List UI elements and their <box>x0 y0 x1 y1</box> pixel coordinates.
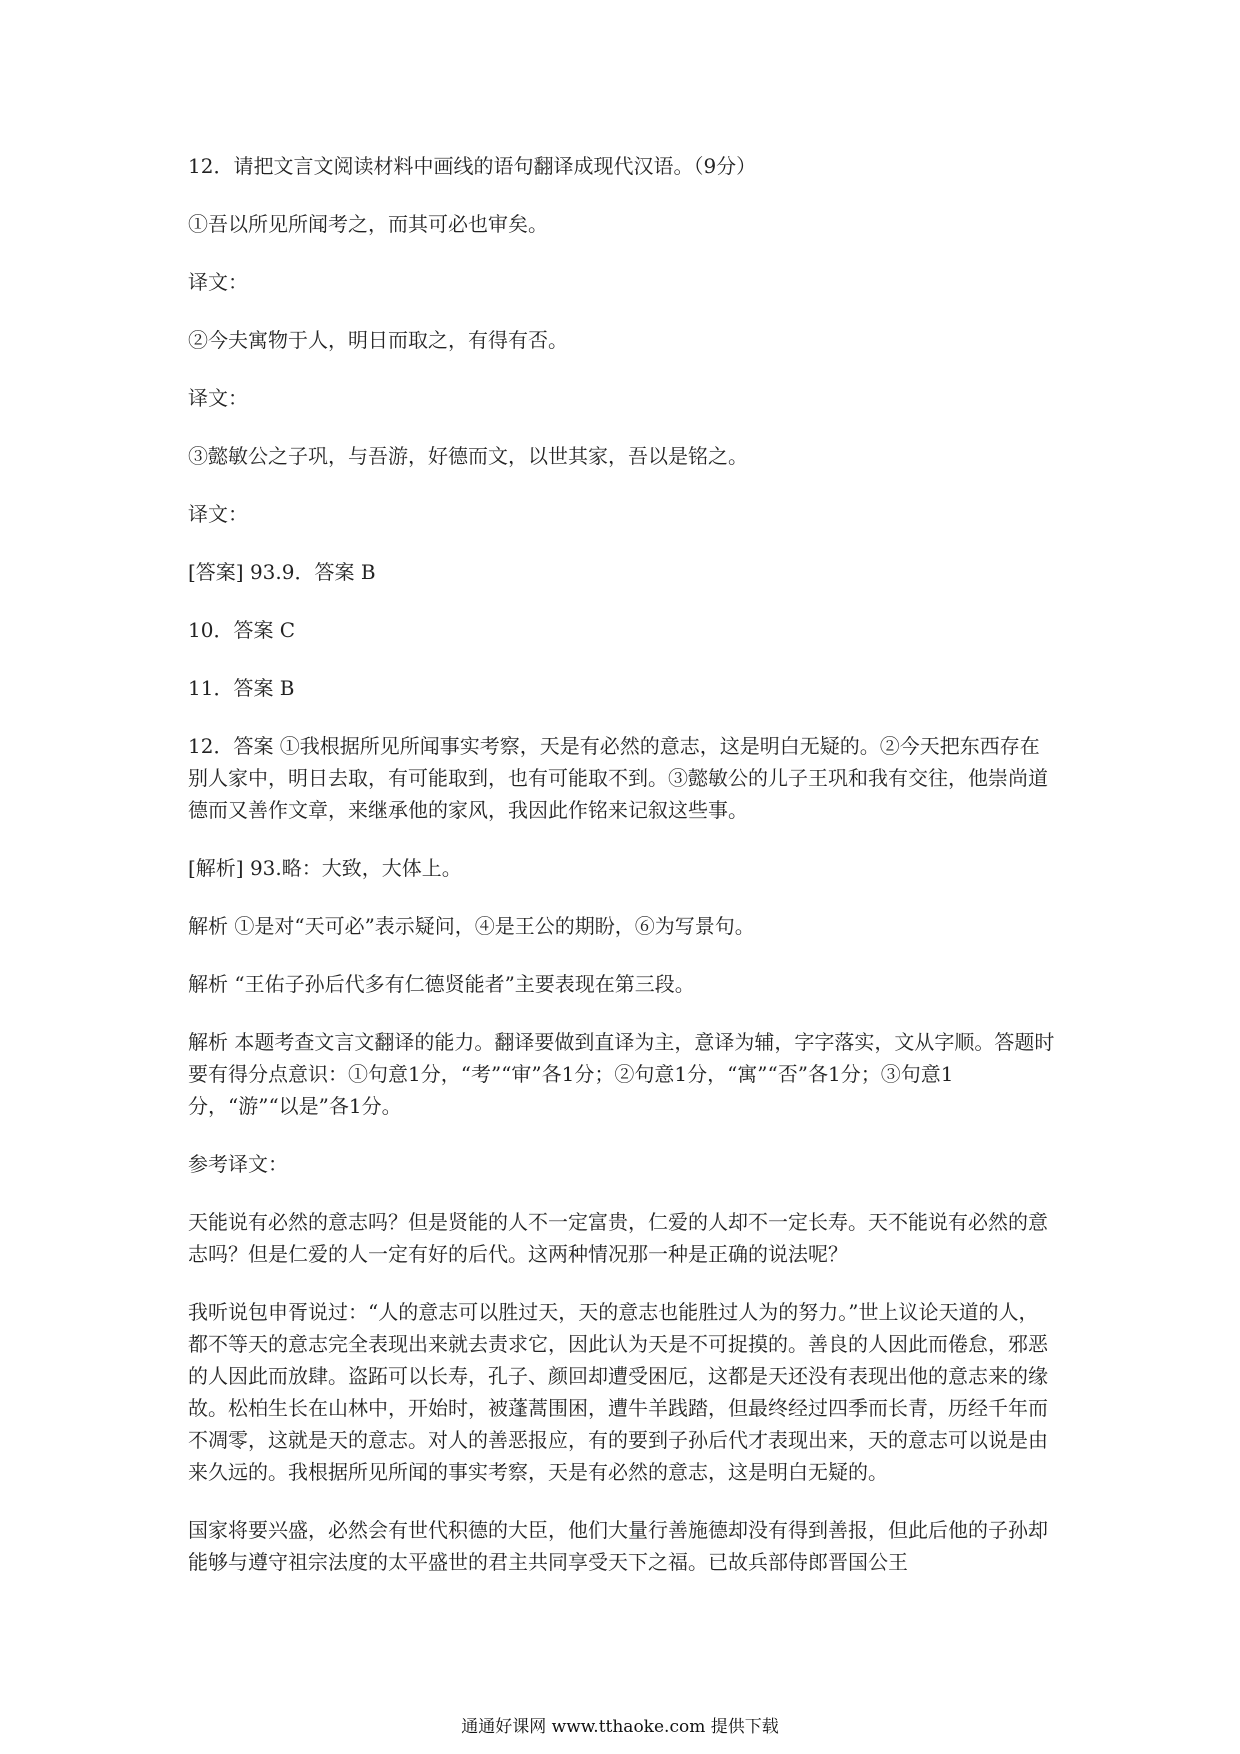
analysis-11: 解析 “王佑子孙后代多有仁德贤能者”主要表现在第三段。 <box>188 972 695 996</box>
reference-paragraph-2: 我听说包申胥说过：“人的意志可以胜过天，天的意志也能胜过人为的努力。”世上议论天道的人，都不等天的意志完全表现出来就去责求它，因此认为天是不可捉摸的。善良的人因此而倦怠，邪恶的人因此而放肆。盗跖可以长寿，孔子、颜回却遭受困厄，这都是天还没有表现出他的意志来的缘故。松柏生长在山林中，开始时，被蓬蒿围困，遭牛羊践踏，但最终经过四季而长青，历经千年而不凋零，这就是天的意志。对人的善恶报应，有的要到子孙后代才表现出来，天的意志可以说是由来久远的。我根据所见所闻的事实考察，天是有必然的意志，这是明白无疑的。 <box>188 1300 1048 1484</box>
answer-10: 10．答案 C <box>188 618 296 642</box>
translation-label-2: 译文： <box>188 386 248 410</box>
analysis-10: 解析 ①是对“天可必”表示疑问，④是王公的期盼，⑥为写景句。 <box>188 914 755 938</box>
page-footer: 通通好课网 www.tthaoke.com 提供下载 <box>461 1717 779 1737</box>
answer-12: 12．答案 ①我根据所见所闻事实考察，天是有必然的意志，这是明白无疑的。②今天把东西存在别人家中，明日去取，有可能取到，也有可能取不到。③懿敏公的儿子王巩和我有交往，他崇尚道德而又善作文章，来继承他的家风，我因此作铭来记叙这些事。 <box>188 734 1048 822</box>
question-12-title: 12．请把文言文阅读材料中画线的语句翻译成现代汉语。（9分） <box>188 154 757 178</box>
analysis-12: 解析 本题考查文言文翻译的能力。翻译要做到直译为主，意译为辅，字字落实，文从字顺。答题时要有得分点意识：①句意1分，“考”“审”各1分；②句意1分，“寓”“否”各1分；③句意1分，“游”“以是”各1分。 <box>188 1030 1055 1118</box>
answer-9: [答案] 93.9．答案 B <box>188 560 376 584</box>
reference-translation-label: 参考译文： <box>188 1152 288 1176</box>
question-12-sentence-2: ②今夫寓物于人，明日而取之，有得有否。 <box>188 328 568 352</box>
analysis-9: [解析] 93.略：大致，大体上。 <box>188 856 462 880</box>
document-body <box>188 150 1058 1578</box>
translation-label-1: 译文： <box>188 270 248 294</box>
question-12-sentence-1: ①吾以所见所闻考之，而其可必也审矣。 <box>188 212 548 236</box>
reference-paragraph-1: 天能说有必然的意志吗？但是贤能的人不一定富贵，仁爱的人却不一定长寿。天不能说有必然的意志吗？但是仁爱的人一定有好的后代。这两种情况那一种是正确的说法呢？ <box>188 1210 1048 1266</box>
answer-11: 11．答案 B <box>188 676 295 700</box>
question-12-sentence-3: ③懿敏公之子巩，与吾游，好德而文，以世其家，吾以是铭之。 <box>188 444 748 468</box>
translation-label-3: 译文： <box>188 502 248 526</box>
reference-paragraph-3: 国家将要兴盛，必然会有世代积德的大臣，他们大量行善施德却没有得到善报，但此后他的子孙却能够与遵守祖宗法度的太平盛世的君主共同享受天下之福。已故兵部侍郎晋国公王 <box>188 1518 1048 1574</box>
